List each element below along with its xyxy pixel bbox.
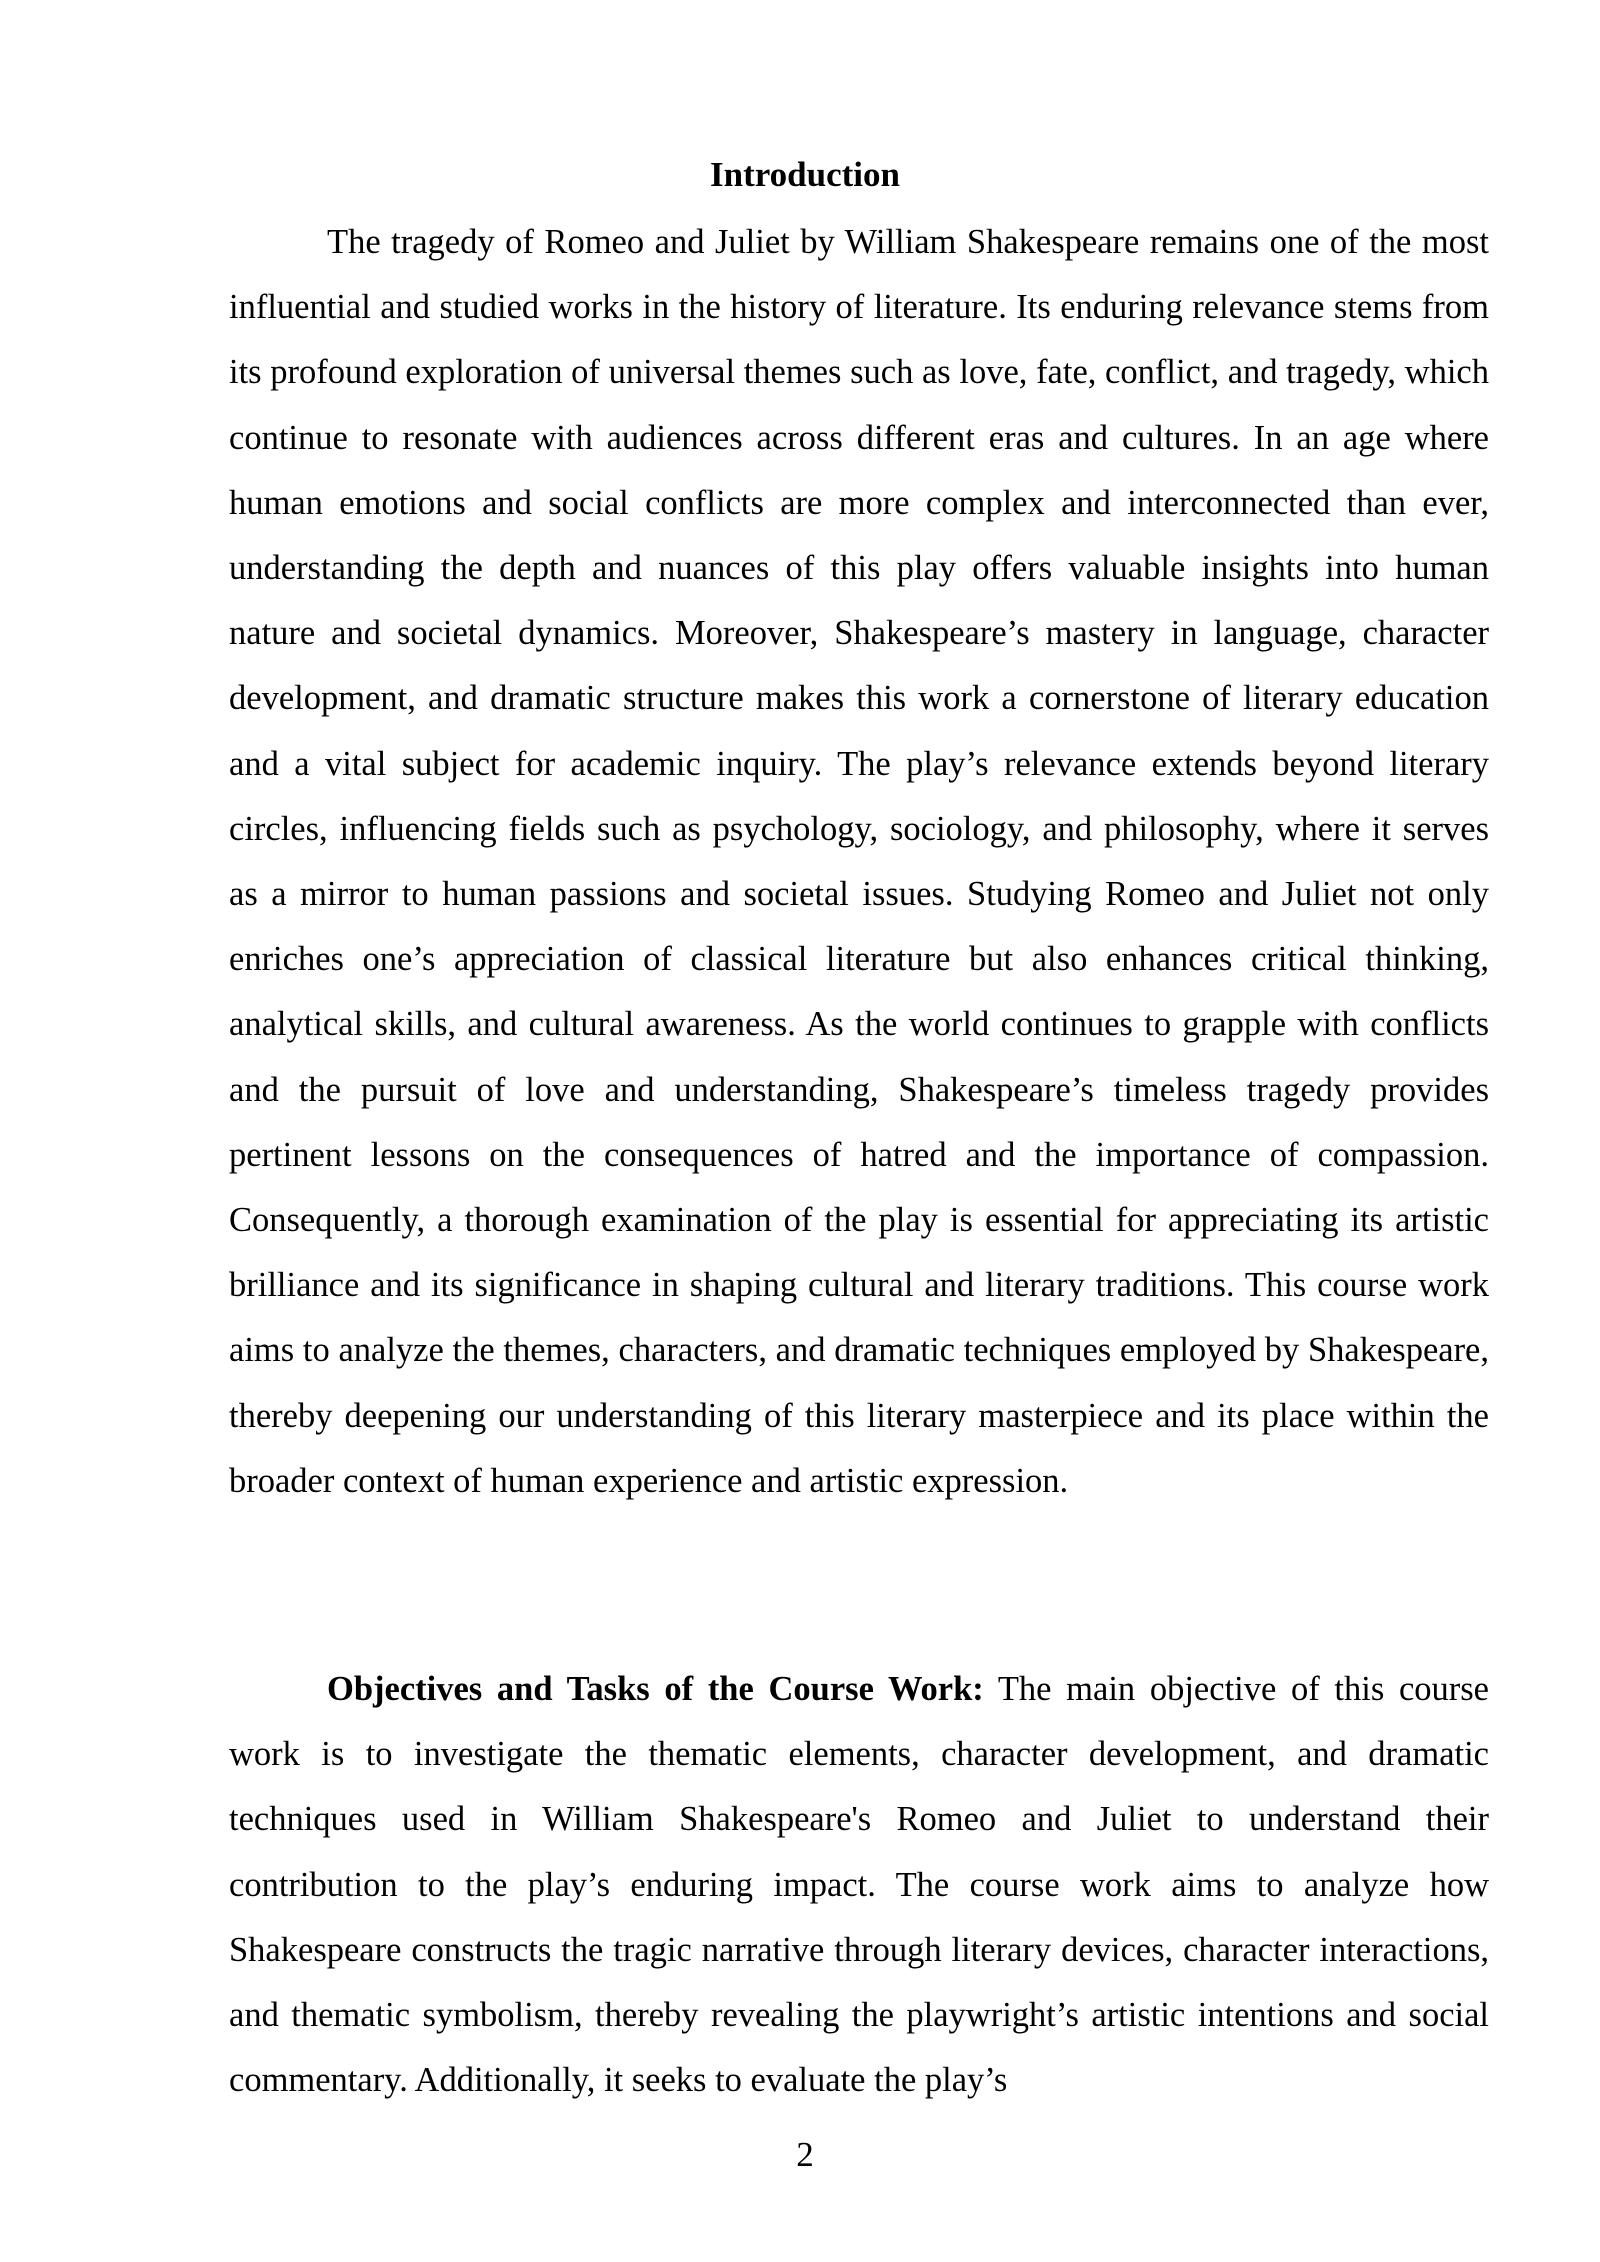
intro-paragraph: The tragedy of Romeo and Juliet by William Shakespeare remains one of the most influential and studied works in the history of literature. Its enduring relevance stems from its profound exploration of universal themes such as love, fate, conflict, and tragedy, which continue to resonate with audiences across different eras and cultures. In an age where human emotions and social conflicts are more complex and interconnected than ever, understanding the depth and nuances of this play offers valuable insights into human nature and societal dynamics. Moreover, Shakespeare’s mastery in language, character development, and dramatic structure makes this work a cornerstone of literary education and a vital subject for academic inquiry. The play’s relevance extends beyond literary circles, influencing fields such as psychology, sociology, and philosophy, where it serves as a mirror to human passions and societal issues. Studying Romeo and Juliet not only enriches one’s appreciation of classical literature but also enhances critical thinking, analytical skills, and cultural awareness. As the world continues to grapple with conflicts and the pursuit of love and understanding, Shakespeare’s timeless tragedy provides pertinent lessons on the consequences of hatred and the importance of compassion. Consequently, a thorough examination of the play is essential for appreciating its artistic brilliance and its significance in shaping cultural and literary traditions. This course work aims to analyze the themes, characters, and dramatic techniques employed by Shakespeare, thereby deepening our understanding of this literary masterpiece and its place within the broader context of human experience and artistic expression. — [229, 223, 1489, 1500]
objectives-text: The main objective of this course work is to investigate the thematic elements, character development, and dramatic techniques used in William Shakespeare's Romeo and Juliet to understand their contribution to the play’s enduring impact. The course work aims to analyze how Shakespeare constructs the tragic narrative through literary devices, character interactions, and thematic symbolism, thereby revealing the playwright’s artistic intentions and social commentary. Additionally, it seeks to evaluate the play’s — [229, 1670, 1489, 2100]
page-number: 2 — [796, 2135, 814, 2174]
objectives-label: Objectives and Tasks of the Course Work: — [327, 1670, 984, 1708]
section-heading: Introduction — [710, 155, 900, 194]
objectives-paragraph — [229, 1657, 1489, 2113]
